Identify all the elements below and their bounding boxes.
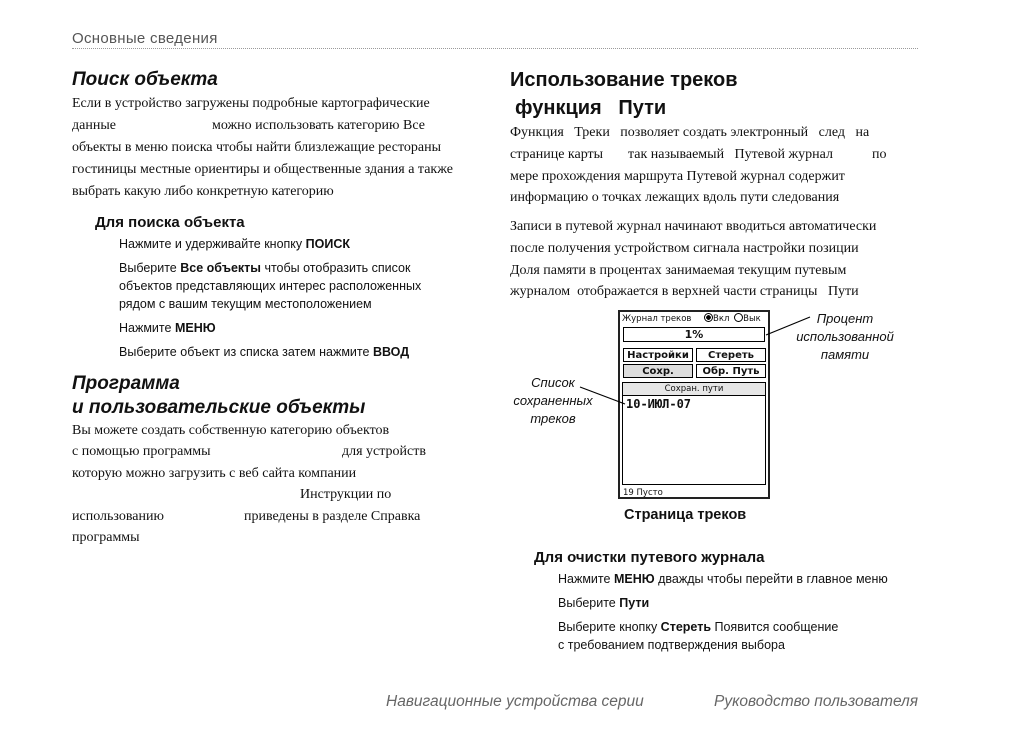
search-step-2-cont: рядом с вашим текущим местоположением <box>119 297 372 311</box>
program-title-1: Программа <box>72 373 180 394</box>
clear-button[interactable]: Стереть <box>696 348 766 362</box>
clear-howto-title: Для очистки путевого журнала <box>534 549 765 566</box>
track-log-label: Журнал треков <box>622 314 692 324</box>
callout-percent-line: Процент <box>816 311 874 326</box>
search-title: Поиск объекта <box>72 69 218 90</box>
header-section: Основные сведения <box>72 30 218 47</box>
footer-series: Навигационные устройства серии <box>386 693 644 710</box>
program-line: использованию <box>72 509 164 524</box>
callout-list-line: Список <box>531 375 575 390</box>
step-text: Выберите кнопку <box>558 620 661 634</box>
step-text: Выберите <box>558 596 620 610</box>
tracks-para1-line: информацию о точках лежащих вдоль пути следования <box>510 190 840 205</box>
clear-step-3-cont: с требованием подтверждения выбора <box>558 638 785 652</box>
search-step-1 <box>119 237 350 251</box>
search-step-3 <box>119 321 216 335</box>
step-key: МЕНЮ <box>613 572 655 586</box>
page-header <box>72 30 218 47</box>
tracks-para1-line: так называемый Путевой журнал <box>628 147 833 162</box>
memory-percent: 1% <box>684 328 704 341</box>
header-divider <box>72 48 918 49</box>
program-line: для устройств <box>342 444 426 459</box>
clear-step-1 <box>558 572 888 586</box>
tracks-title-1: Использование треков <box>510 69 738 91</box>
tracks-para1-line: странице карты <box>510 147 604 162</box>
step-text: чтобы отобразить список <box>260 261 411 275</box>
step-key: ПОИСК <box>305 237 350 251</box>
program-line: которую можно загрузить с веб сайта компании <box>72 466 357 481</box>
free-slots-status: 19 Пусто <box>623 488 663 498</box>
step-key: Пути <box>619 596 650 610</box>
tracks-para1-line: по <box>872 147 887 162</box>
step-text: Нажмите <box>119 321 175 335</box>
saved-tracks-header: Сохран. пути <box>623 383 765 396</box>
step-key: ВВОД <box>372 345 410 359</box>
program-line: Инструкции по <box>300 487 392 502</box>
step-text: Выберите объект из списка затем нажмите <box>119 345 373 359</box>
tracks-para2-line: журналом отображается в верхней части страницы Пути <box>510 284 859 299</box>
program-title-2: и пользовательские объекты <box>72 397 366 418</box>
step-text: дважды чтобы перейти в главное меню <box>654 572 888 586</box>
callout-list <box>505 374 601 428</box>
program-line: приведены в разделе Справка <box>244 509 421 524</box>
step-key: Стереть <box>660 620 712 634</box>
radio-on-label: Вкл <box>713 314 730 324</box>
program-line: Вы можете создать собственную категорию объектов <box>72 423 390 438</box>
step-key: МЕНЮ <box>174 321 216 335</box>
search-line: данные <box>72 118 116 133</box>
program-line: с помощью программы <box>72 444 211 459</box>
tracks-para2-line: Записи в путевой журнал начинают вводиться автоматически <box>510 219 877 234</box>
search-line: объекты в меню поиска чтобы найти близлежащие рестораны <box>72 140 441 155</box>
saved-track-item[interactable]: 10-ИЮЛ-07 <box>626 397 692 411</box>
radio-off-label: Вык <box>743 314 761 324</box>
step-text: Нажмите и удерживайте кнопку <box>119 237 306 251</box>
callout-list-line: сохраненных <box>513 393 593 408</box>
search-step-2-cont: объектов представляющих интерес расположенных <box>119 279 422 293</box>
tracks-para2-line: после получения устройством сигнала настройки позиции <box>510 241 859 256</box>
clear-step-2 <box>558 596 649 610</box>
trackback-button[interactable]: Обр. Путь <box>696 364 766 378</box>
search-line: выбрать какую либо конкретную категорию <box>72 184 334 199</box>
step-key: Все объекты <box>180 261 261 275</box>
search-line: гостиницы местные ориентиры и общественные здания а также <box>72 162 453 177</box>
tracks-title-2: функция Пути <box>515 97 667 119</box>
figure-caption: Страница треков <box>624 507 747 523</box>
footer-manual: Руководство пользователя <box>714 693 919 710</box>
search-line: Все <box>403 118 425 133</box>
callout-percent-line: использованной <box>796 329 894 344</box>
search-step-4 <box>119 345 409 359</box>
step-text: Появится сообщение <box>711 620 839 634</box>
tracks-para1-line: мере прохождения маршрута Путевой журнал содержит <box>510 169 845 184</box>
step-text: Выберите <box>119 261 181 275</box>
search-howto-title: Для поиска объекта <box>95 214 245 231</box>
search-line: можно использовать категорию <box>212 118 400 133</box>
save-button[interactable]: Сохр. <box>623 364 693 378</box>
callout-percent <box>795 310 895 364</box>
search-step-2 <box>119 261 410 275</box>
callout-list-line: треков <box>530 411 576 426</box>
callout-percent-line: памяти <box>820 347 870 362</box>
settings-button[interactable]: Настройки <box>623 348 693 362</box>
program-line: программы <box>72 530 140 545</box>
clear-step-3 <box>558 620 838 634</box>
search-line: Если в устройство загружены подробные картографические <box>72 96 430 111</box>
tracks-para1-line: Функция Треки позволяет создать электронный след на <box>510 125 870 140</box>
step-text: Нажмите <box>558 572 614 586</box>
tracks-para2-line: Доля памяти в процентах занимаемая текущим путевым <box>510 263 847 278</box>
